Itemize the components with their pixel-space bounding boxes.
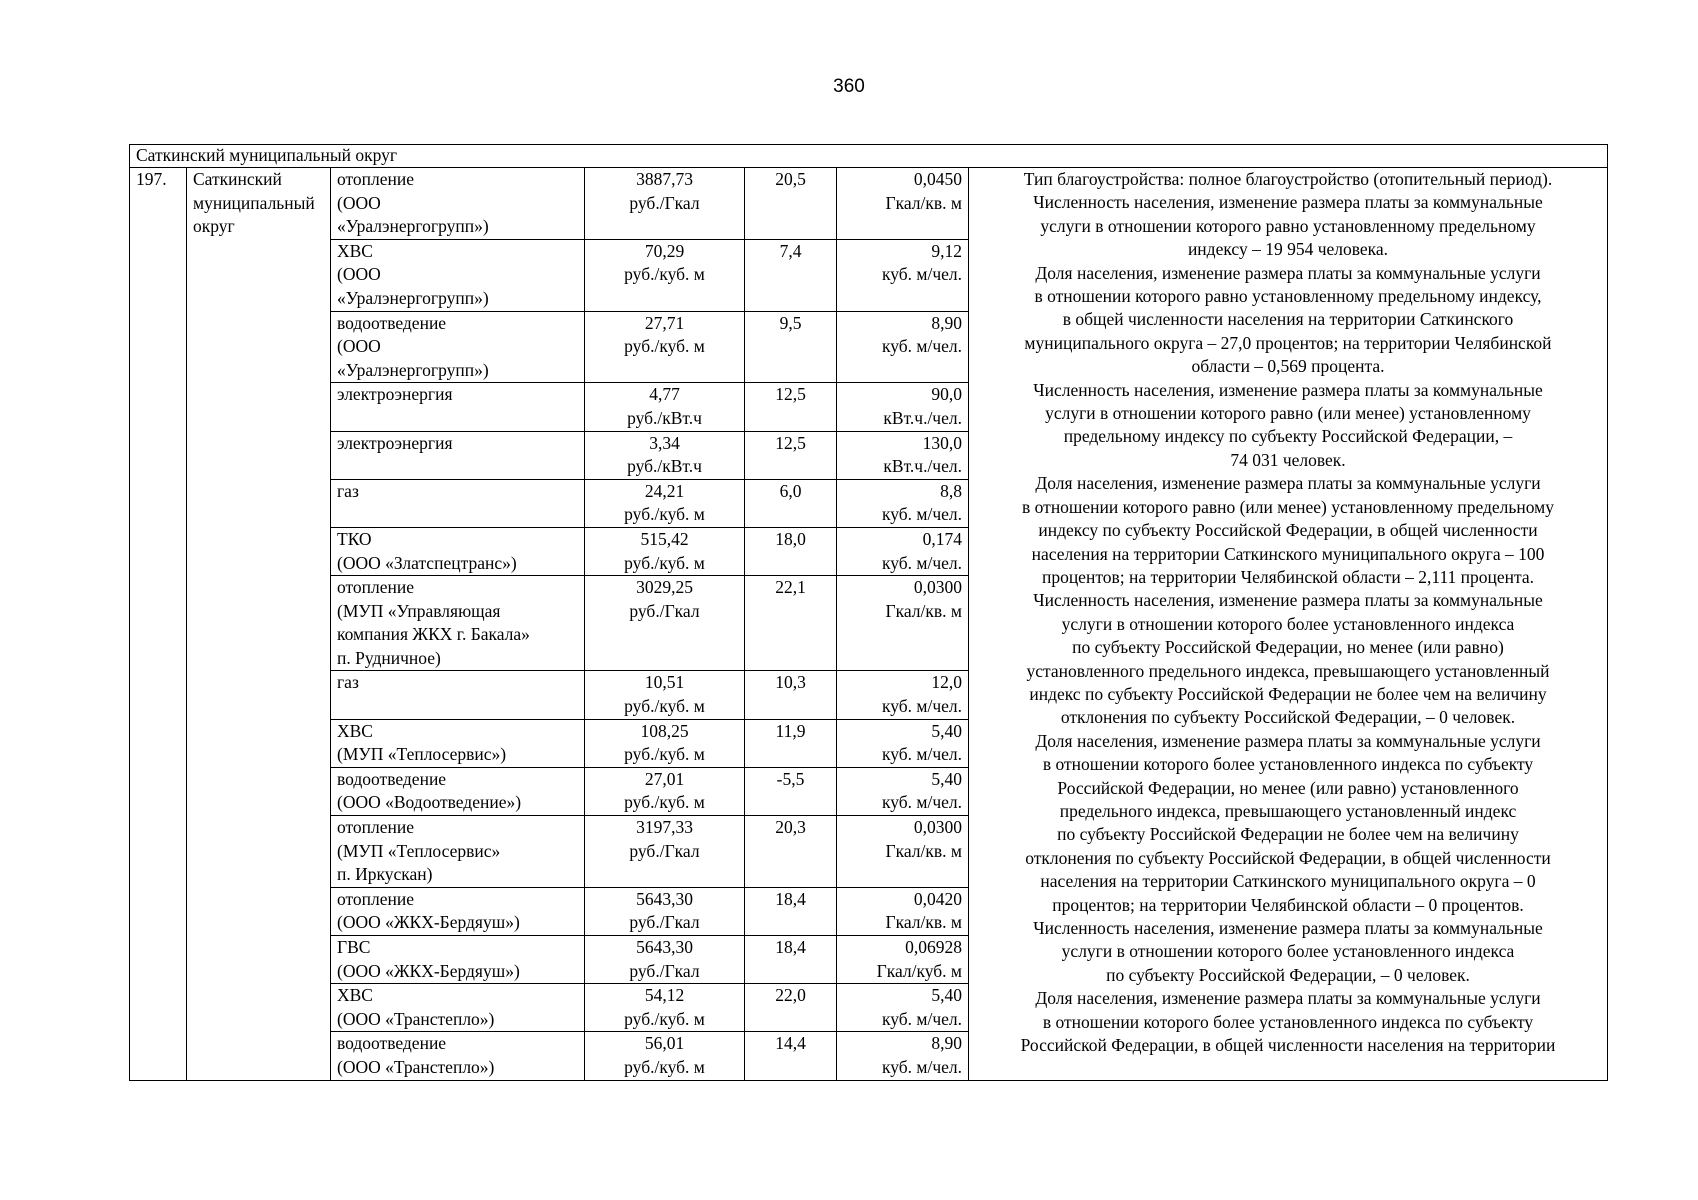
norm-cell: 0,0300 Гкал/кв. м (837, 576, 969, 671)
change-cell: 18,0 (745, 527, 837, 575)
norm-cell: 8,90 куб. м/чел. (837, 1032, 969, 1080)
change-cell: 20,5 (745, 168, 837, 240)
norm-cell: 90,0 кВт.ч./чел. (837, 383, 969, 431)
norm-cell: 12,0 куб. м/чел. (837, 671, 969, 719)
service-cell: отопление (МУП «Теплосервис» п. Иркускан) (331, 816, 585, 888)
service-cell: ГВС (ООО «ЖКХ-Бердяуш») (331, 936, 585, 984)
service-cell: ХВС (ООО «Уралэнергогрупп») (331, 239, 585, 311)
norm-cell: 130,0 кВт.ч./чел. (837, 431, 969, 479)
norm-cell: 0,174 куб. м/чел. (837, 527, 969, 575)
service-cell: водоотведение (ООО «Уралэнергогрупп») (331, 311, 585, 383)
tariff-cell: 3,34 руб./кВт.ч (585, 431, 745, 479)
service-cell: электроэнергия (331, 383, 585, 431)
change-cell: 22,0 (745, 984, 837, 1032)
change-cell: 10,3 (745, 671, 837, 719)
tariff-cell: 4,77 руб./кВт.ч (585, 383, 745, 431)
tariff-cell: 54,12 руб./куб. м (585, 984, 745, 1032)
tariff-cell: 27,71 руб./куб. м (585, 311, 745, 383)
tariff-cell: 108,25 руб./куб. м (585, 719, 745, 767)
change-cell: 12,5 (745, 431, 837, 479)
change-cell: -5,5 (745, 767, 837, 815)
norm-cell: 0,0450 Гкал/кв. м (837, 168, 969, 240)
change-cell: 9,5 (745, 311, 837, 383)
change-cell: 18,4 (745, 887, 837, 935)
service-cell: ТКО (ООО «Златспецтранс») (331, 527, 585, 575)
tariff-cell: 3887,73 руб./Гкал (585, 168, 745, 240)
population-note: Тип благоустройства: полное благоустройство (отопительный период). Численность населения, изменение размера платы за коммунальные услуги в отношении которого равно установленному предельному индексу – 19 954 человека. Доля населения, изменение размера платы за коммунальные услуги в отношении которого равно установленному предельному индексу, в общей численности населения на территории Саткинского муниципального округа – 27,0 процентов; на территории Челябинской области – 0,569 процента. Численность населения, изменение размера платы за коммунальные услуги в отношении которого равно (или менее) установленному предельному индексу по субъекту Российской Федерации, – 74 031 человек. Доля населения, изменение размера платы за коммунальные услуги в отношении которого равно (или менее) установленному предельному индексу по субъекту Российской Федерации, в общей численности населения на территории Саткинского муниципального округа – 100 процентов; на территории Челябинской области – 2,111 процента. Численность населения, изменение размера платы за коммунальные услуги в отношении которого более установленного индекса по субъекту Российской Федерации, но менее (или равно) установленного предельного индекса, превышающего установленный индекс по субъекту Российской Федерации не более чем на величину отклонения по субъекту Российской Федерации, – 0 человек. Доля населения, изменение размера платы за коммунальные услуги в отношении которого более установленного индекса по субъекту Российской Федерации, но менее (или равно) установленного предельного индекса, превышающего установленный индекс по субъекту Российской Федерации не более чем на величину отклонения по субъекту Российской Федерации, в общей численности населения на территории Саткинского муниципального округа – 0 процентов; на территории Челябинской области – 0 процентов. Численность населения, изменение размера платы за коммунальные услуги в отношении которого более установленного индекса по субъекту Российской Федерации, – 0 человек. Доля населения, изменение размера платы за коммунальные услуги в отношении которого более установленного индекса по субъекту Российской Федерации, в общей численности населения на территории (969, 168, 1608, 1081)
page-number: 360 (833, 76, 865, 97)
service-cell: отопление (ООО «ЖКХ-Бердяуш») (331, 887, 585, 935)
norm-cell: 9,12 куб. м/чел. (837, 239, 969, 311)
service-cell: водоотведение (ООО «Транстепло») (331, 1032, 585, 1080)
change-cell: 14,4 (745, 1032, 837, 1080)
tariff-cell: 56,01 руб./куб. м (585, 1032, 745, 1080)
tariff-cell: 515,42 руб./куб. м (585, 527, 745, 575)
service-cell: отопление (МУП «Управляющая компания ЖКХ г. Бакала» п. Рудничное) (331, 576, 585, 671)
change-cell: 7,4 (745, 239, 837, 311)
tariff-cell: 5643,30 руб./Гкал (585, 936, 745, 984)
service-cell: электроэнергия (331, 431, 585, 479)
change-cell: 20,3 (745, 816, 837, 888)
tariff-cell: 27,01 руб./куб. м (585, 767, 745, 815)
table-row (130, 168, 1608, 240)
norm-cell: 0,0300 Гкал/кв. м (837, 816, 969, 888)
norm-cell: 5,40 куб. м/чел. (837, 767, 969, 815)
tariff-cell: 70,29 руб./куб. м (585, 239, 745, 311)
change-cell: 22,1 (745, 576, 837, 671)
section-header-row (130, 145, 1608, 168)
norm-cell: 0,0420 Гкал/кв. м (837, 887, 969, 935)
tariff-cell: 10,51 руб./куб. м (585, 671, 745, 719)
section-title: Саткинский муниципальный округ (130, 145, 1608, 168)
service-cell: водоотведение (ООО «Водоотведение») (331, 767, 585, 815)
change-cell: 6,0 (745, 479, 837, 527)
service-cell: ХВС (ООО «Транстепло») (331, 984, 585, 1032)
municipality-name: Саткинский муниципальный округ (187, 168, 331, 1081)
service-cell: отопление (ООО «Уралэнергогрупп») (331, 168, 585, 240)
tariff-cell: 3197,33 руб./Гкал (585, 816, 745, 888)
tariff-cell: 3029,25 руб./Гкал (585, 576, 745, 671)
norm-cell: 5,40 куб. м/чел. (837, 719, 969, 767)
entry-index: 197. (130, 168, 187, 1081)
norm-cell: 5,40 куб. м/чел. (837, 984, 969, 1032)
tariff-cell: 24,21 руб./куб. м (585, 479, 745, 527)
change-cell: 12,5 (745, 383, 837, 431)
tariff-cell: 5643,30 руб./Гкал (585, 887, 745, 935)
change-cell: 18,4 (745, 936, 837, 984)
service-cell: газ (331, 671, 585, 719)
norm-cell: 8,90 куб. м/чел. (837, 311, 969, 383)
norm-cell: 8,8 куб. м/чел. (837, 479, 969, 527)
change-cell: 11,9 (745, 719, 837, 767)
service-cell: газ (331, 479, 585, 527)
tariff-table (129, 144, 1608, 1081)
norm-cell: 0,06928 Гкал/куб. м (837, 936, 969, 984)
service-cell: ХВС (МУП «Теплосервис») (331, 719, 585, 767)
